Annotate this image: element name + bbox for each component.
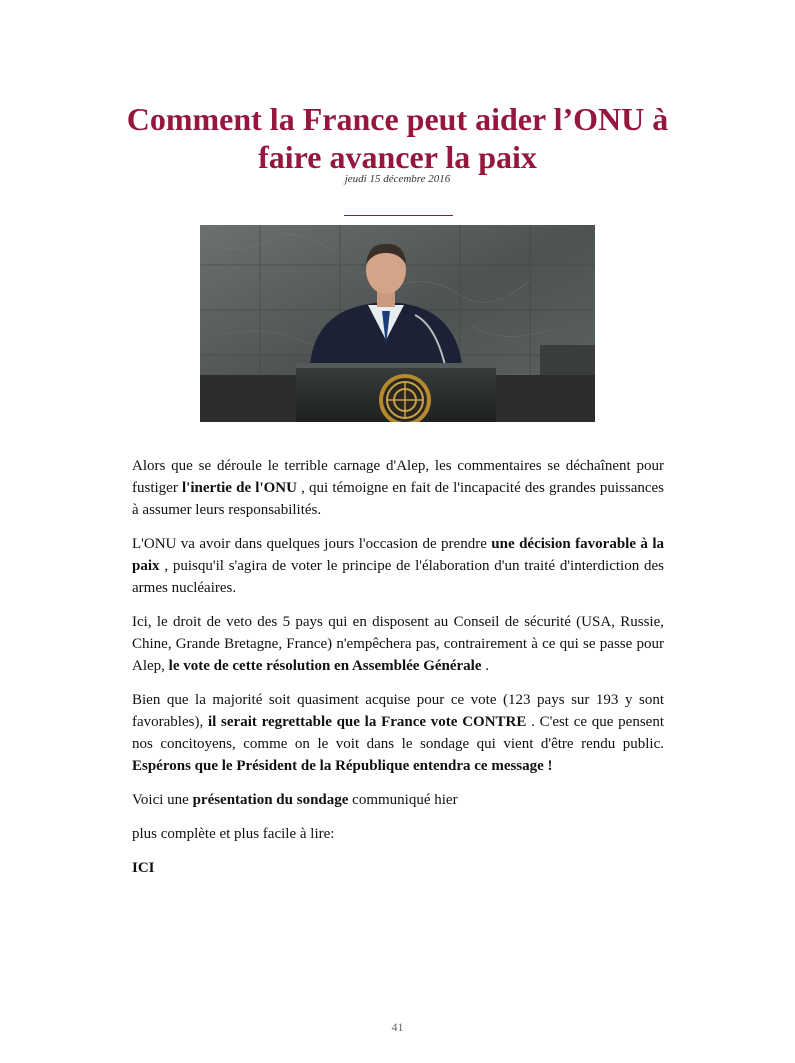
link-presentation-sondage[interactable]: présentation du sondage xyxy=(192,792,349,808)
highlight-contre: il serait regrettable que la France vote CONTRE xyxy=(207,714,527,730)
page-number: 41 xyxy=(391,1020,404,1034)
paragraph-5: Voici une présentation du sondage communiqué hier xyxy=(132,792,458,808)
article-date: jeudi 15 décembre 2016 xyxy=(344,173,451,185)
paragraph-2: L'ONU va avoir dans quelques jours l'occasion de prendre une décision favorable à la paix , puisqu'il s'agira de voter le principe de l'élaboration d'un traité d'interdiction des armes nucléaires. xyxy=(132,536,664,596)
article-title: Comment la France peut aider l’ONU à faire avancer la paix xyxy=(126,101,669,175)
paragraph-4: Bien que la majorité soit quasiment acquise pour ce vote (123 pays sur 193 y sont favorables), il serait regrettable que la France vote CONTRE . C'est ce que pensent nos concitoyens, comme on le voit dans le sondage qui vient d'être rendu public. Espérons que le Président de la République entendra ce message ! xyxy=(132,692,664,774)
paragraph-3: Ici, le droit de veto des 5 pays qui en disposent au Conseil de sécurité (USA, Russie, Chine, Grande Bretagne, France) n'empêchera pas, contrairement à ce qui se passe pour Alep, le vote de cette résolution en Assemblée Générale . xyxy=(132,614,664,674)
link-ici[interactable]: ICI xyxy=(132,860,155,876)
article-photo xyxy=(200,225,595,422)
highlight-inertie: l'inertie de l'ONU xyxy=(181,480,297,496)
highlight-decision: une décision favorable à la paix xyxy=(132,536,664,574)
paragraph-1: Alors que se déroule le terrible carnage d'Alep, les commentaires se déchaînent pour fustiger l'inertie de l'ONU , qui témoigne en fait de l'incapacité des grandes puissances à assumer leurs responsabilités. xyxy=(132,458,664,518)
paragraph-6: plus complète et plus facile à lire: xyxy=(132,826,335,842)
highlight-esperons: Espérons que le Président de la République entendra ce message ! xyxy=(132,758,553,774)
title-divider xyxy=(344,215,453,216)
highlight-vote: le vote de cette résolution en Assemblée Générale xyxy=(168,658,482,674)
article-body xyxy=(132,455,664,891)
